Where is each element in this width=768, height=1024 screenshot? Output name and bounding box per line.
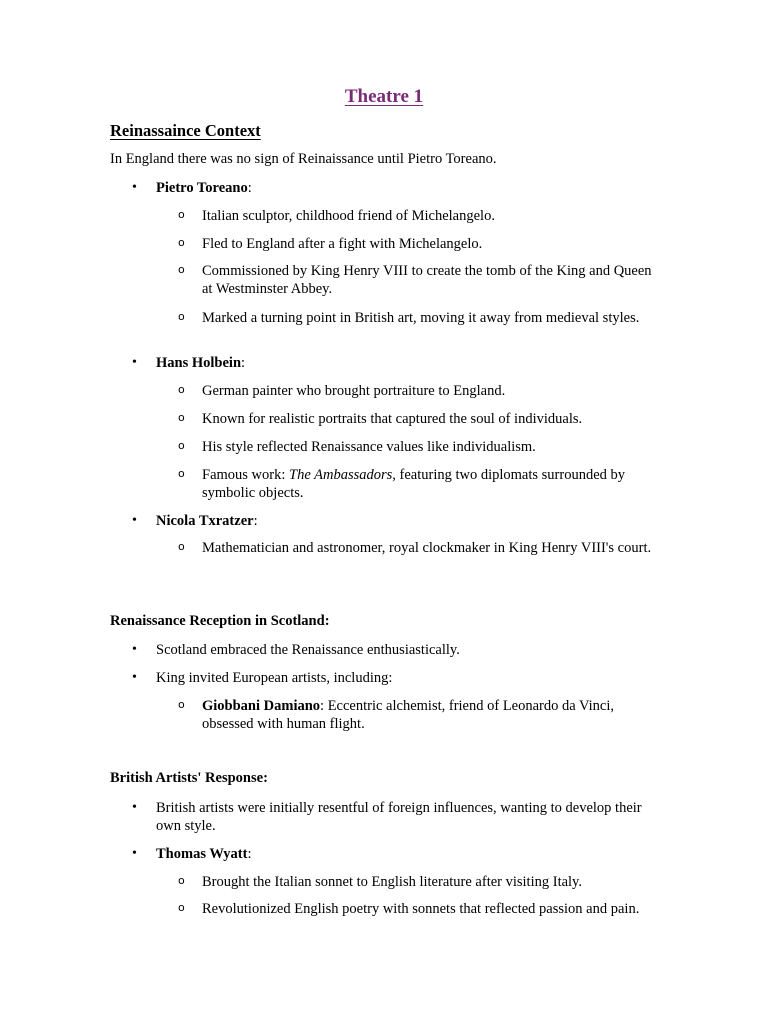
- sub-bullet: o Brought the Italian sonnet to English literature after visiting Italy.: [202, 873, 664, 891]
- bullet-pietro-toreano: • Pietro Toreano:: [156, 179, 666, 197]
- bullet-nicola-txratzer: • Nicola Txratzer:: [156, 512, 666, 530]
- sub-bullet-giobbani-damiano: o Giobbani Damiano: Eccentric alchemist, friend of Leonardo da Vinci, obsessed with human flight.: [202, 697, 664, 733]
- sub-bullet: o Marked a turning point in British art, moving it away from medieval styles.: [202, 309, 664, 327]
- person-name: Nicola Txratzer: [156, 513, 254, 529]
- section-heading-context: Reinassaince Context: [110, 121, 261, 140]
- intro-paragraph: In England there was no sign of Reinaissance until Pietro Toreano.: [110, 151, 497, 167]
- sub-bullet: o German painter who brought portraiture to England.: [202, 382, 664, 400]
- document-title: Theatre 1: [344, 86, 424, 107]
- section-heading-british-response: British Artists' Response:: [110, 770, 268, 786]
- sub-bullet: o Mathematician and astronomer, royal clockmaker in King Henry VIII's court.: [202, 539, 664, 557]
- bullet-thomas-wyatt: • Thomas Wyatt:: [156, 845, 666, 863]
- bullet: • King invited European artists, including:: [156, 669, 666, 687]
- person-name: Giobbani Damiano: [202, 698, 321, 714]
- sub-bullet: o Commissioned by King Henry VIII to create the tomb of the King and Queen at Westminster Abbey.: [202, 262, 664, 298]
- sub-bullet: o Revolutionized English poetry with sonnets that reflected passion and pain.: [202, 900, 664, 918]
- person-name: Pietro Toreano: [156, 180, 248, 196]
- sub-bullet: o His style reflected Renaissance values like individualism.: [202, 438, 664, 456]
- bullet-hans-holbein: • Hans Holbein:: [156, 354, 666, 372]
- artwork-title: The Ambassadors: [289, 467, 393, 483]
- sub-bullet: o Known for realistic portraits that captured the soul of individuals.: [202, 410, 664, 428]
- bullet: • Scotland embraced the Renaissance enthusiastically.: [156, 641, 666, 659]
- section-heading-scotland: Renaissance Reception in Scotland:: [110, 613, 330, 629]
- sub-bullet: o Fled to England after a fight with Michelangelo.: [202, 235, 664, 253]
- sub-bullet-famous-work: o Famous work: The Ambassadors, featuring two diplomats surrounded by symbolic objects.: [202, 466, 664, 502]
- person-name: Hans Holbein: [156, 355, 242, 371]
- person-name: Thomas Wyatt: [156, 846, 248, 862]
- sub-bullet: o Italian sculptor, childhood friend of Michelangelo.: [202, 207, 664, 225]
- bullet: • British artists were initially resentful of foreign influences, wanting to develop their own style.: [156, 799, 666, 835]
